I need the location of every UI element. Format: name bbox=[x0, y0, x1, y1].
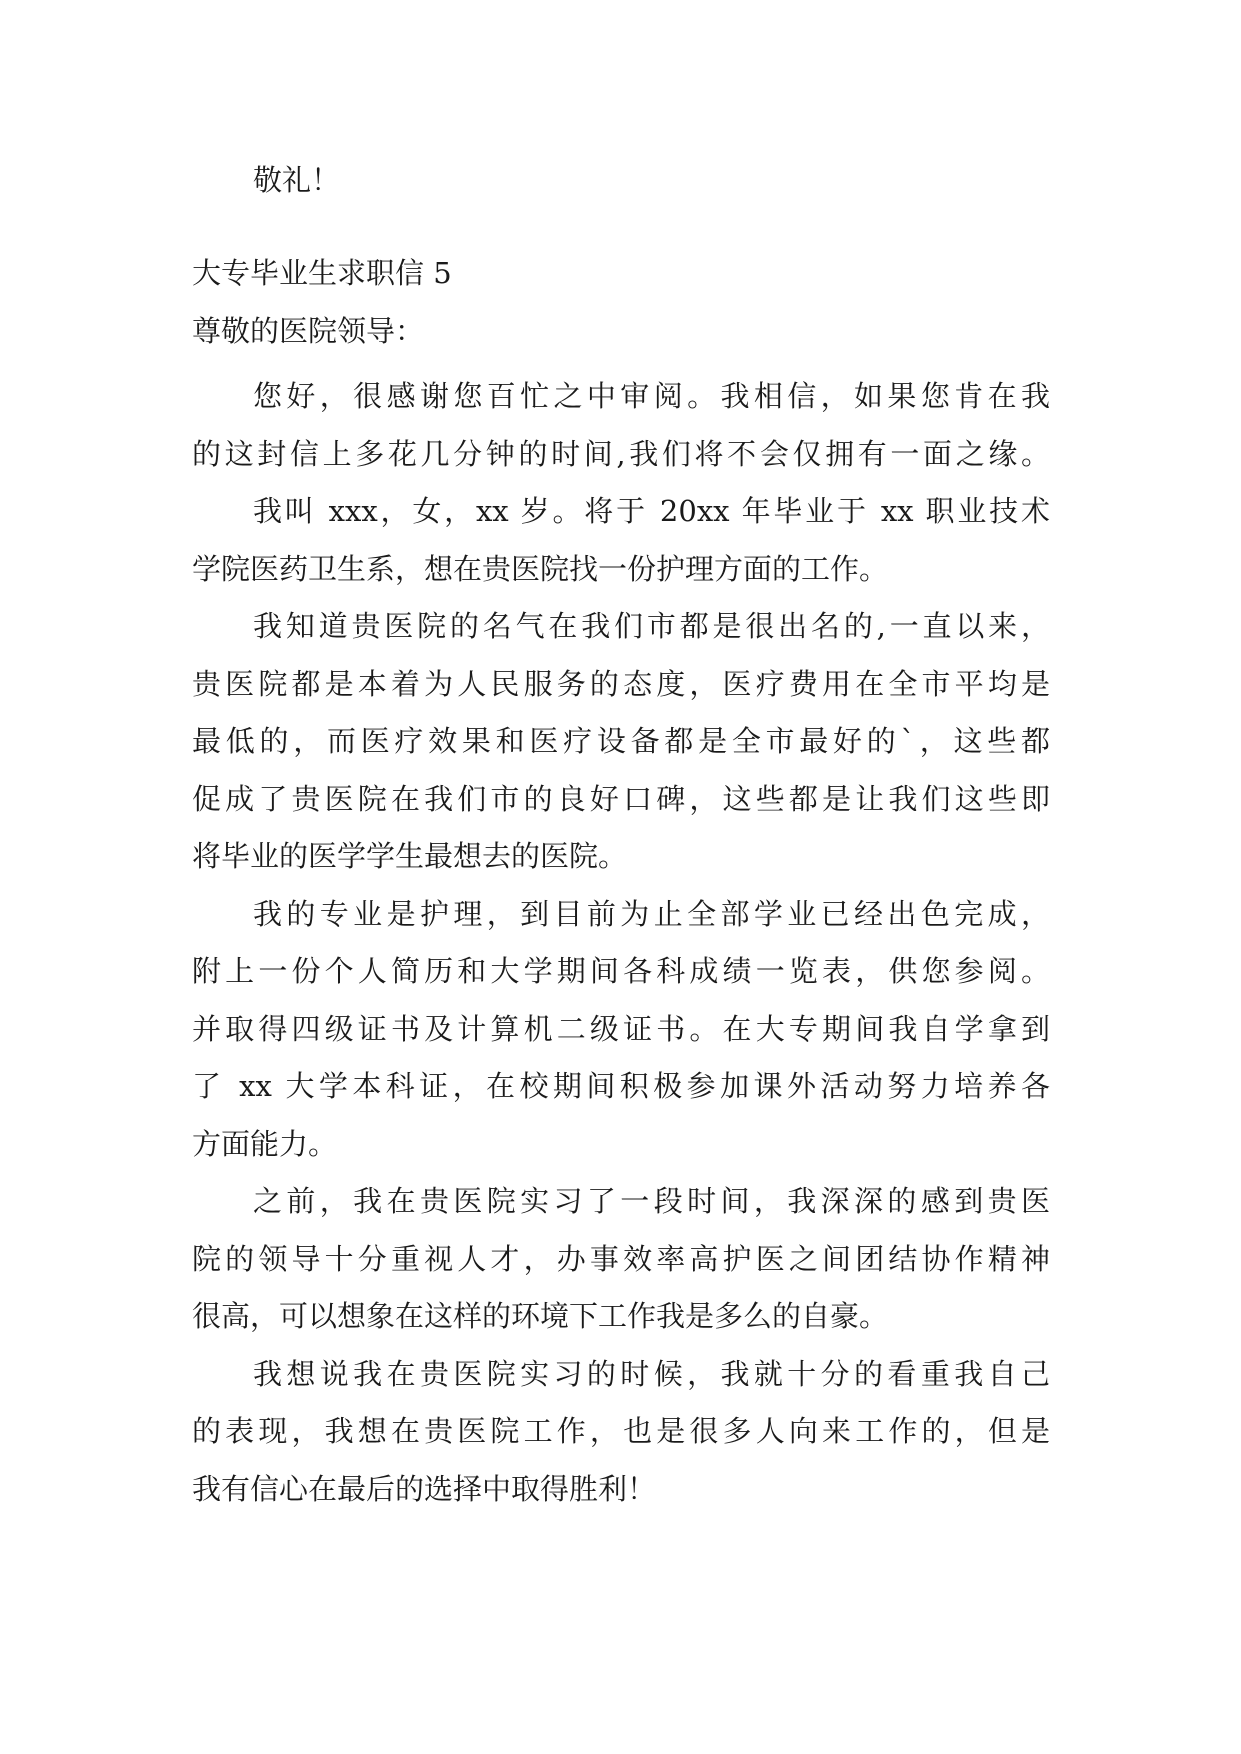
text-line: 附上一份个人简历和大学期间各科成绩一览表，供您参阅。 bbox=[192, 954, 1050, 988]
text-line: 我的专业是护理，到目前为止全部学业已经出色完成， bbox=[253, 896, 1050, 931]
text-line: 贵医院都是本着为人民服务的态度，医疗费用在全市平均是 bbox=[192, 666, 1050, 701]
text-line: 促成了贵医院在我们市的良好口碑，这些都是让我们这些即 bbox=[192, 781, 1050, 816]
text-line: 的表现，我想在贵医院工作，也是很多人向来工作的，但是 bbox=[192, 1414, 1050, 1448]
text-line: 方面能力。 bbox=[192, 1126, 338, 1161]
text-line: 了 xx 大学本科证，在校期间积极参加课外活动努力培养各 bbox=[192, 1069, 1050, 1103]
text-line: 将毕业的医学学生最想去的医院。 bbox=[192, 839, 628, 873]
paragraph-1 bbox=[192, 368, 1050, 483]
paragraph-5 bbox=[192, 1173, 1050, 1346]
paragraph-6 bbox=[192, 1346, 1050, 1519]
text-line: 很高，可以想象在这样的环境下工作我是多么的自豪。 bbox=[192, 1299, 889, 1333]
paragraph-4 bbox=[192, 886, 1050, 1174]
text-line: 最低的，而医疗效果和医疗设备都是全市最好的`，这些都 bbox=[192, 724, 1050, 758]
text-line: 院的领导十分重视人才，办事效率高护医之间团结协作精神 bbox=[192, 1241, 1050, 1276]
text-line: 并取得四级证书及计算机二级证书。在大专期间我自学拿到 bbox=[192, 1011, 1050, 1046]
letter-body bbox=[192, 368, 1050, 1518]
paragraph-2 bbox=[192, 483, 1050, 598]
text-line: 我想说我在贵医院实习的时候，我就十分的看重我自己 bbox=[253, 1356, 1050, 1391]
text-line: 之前，我在贵医院实习了一段时间，我深深的感到贵医 bbox=[253, 1184, 1050, 1218]
salutation: 尊敬的医院领导： bbox=[192, 314, 425, 348]
text-line: 的这封信上多花几分钟的时间,我们将不会仅拥有一面之缘。 bbox=[192, 436, 1050, 471]
letter-title: 大专毕业生求职信 5 bbox=[192, 256, 452, 290]
paragraph-3 bbox=[192, 598, 1050, 886]
text-line: 学院医药卫生系，想在贵医院找一份护理方面的工作。 bbox=[192, 551, 889, 586]
closing-line: 敬礼！ bbox=[253, 163, 341, 197]
text-line: 您好，很感谢您百忙之中审阅。我相信，如果您肯在我 bbox=[253, 379, 1050, 413]
text-line: 我知道贵医院的名气在我们市都是很出名的,一直以来， bbox=[253, 609, 1050, 643]
text-line: 我叫 xxx，女，xx 岁。将于 20xx 年毕业于 xx 职业技术 bbox=[253, 494, 1050, 528]
text-line: 我有信心在最后的选择中取得胜利！ bbox=[192, 1471, 657, 1506]
